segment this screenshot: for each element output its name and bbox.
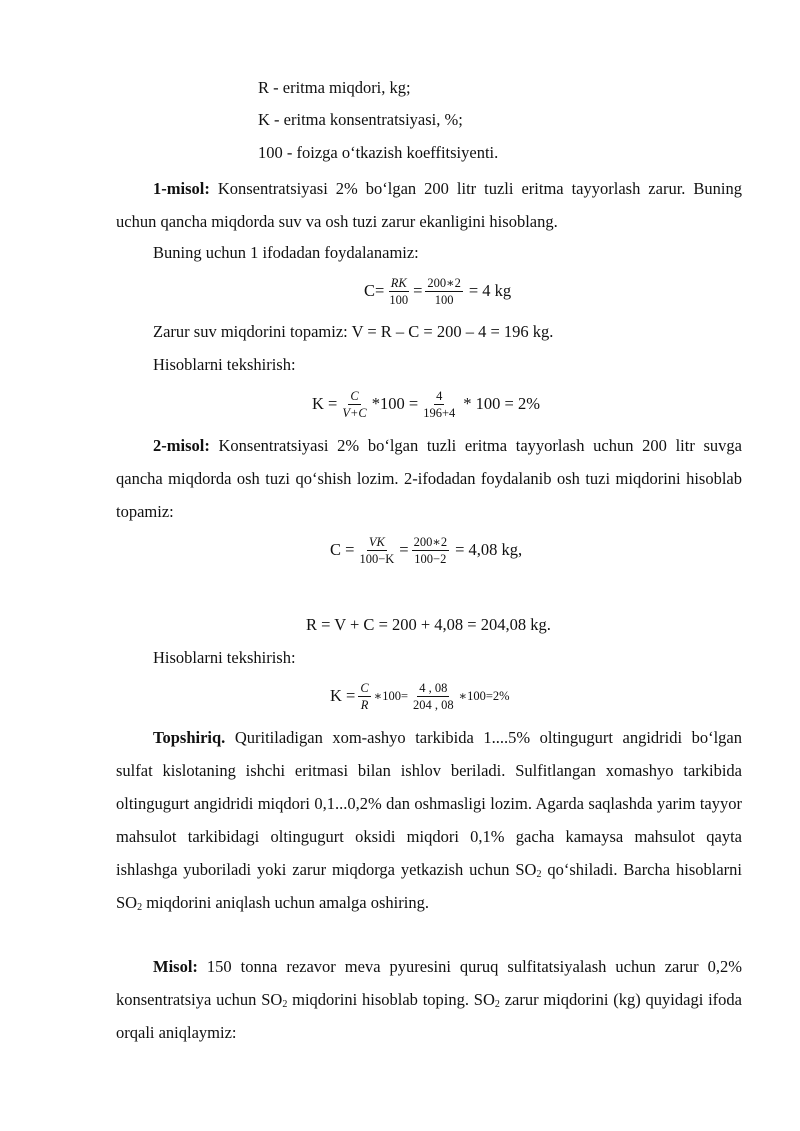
misol1-label: 1-misol: bbox=[153, 179, 210, 198]
topshiriq-paragraph: Topshiriq. Quritiladigan xom-ashyo tarkibida 1....5% oltingugurt angidridi bo‘lgan sulfat kislotaning ishchi eritmasi bilan ishlov beriladi. Sulfitlangan xomashyo tarkibida oltingugurt angidridi miqdori 0,1...0,2% dan oshmasligi lozim. Agarda saqlashda yarim tayyor mahsulot tarkibidagi oltingugurt oksidi miqdori 0,1% gacha kamaysa mahsulot qayta ishlashga yuboriladi yoki zarur miqdorga yetkazish uchun $SO_2$ qo‘shiladi. Barcha hisoblarni $SO_2$ miqdorini aniqlash uchun amalga oshiring. bbox=[116, 728, 742, 913]
misol2-equation-r: R = V + C = 200 + 4,08 = 204,08 kg. bbox=[306, 615, 551, 634]
misol3-label: Misol: bbox=[153, 957, 198, 976]
fraction: $\frac{4 , 08}{204 , 08}$ bbox=[413, 680, 454, 712]
misol2-equation-k: K = $\frac{C}{R}$ ∗100= $\frac{4 , 08}{204 , 08}$ ∗100=2% bbox=[330, 680, 510, 712]
misol1-equation-k: K = $\frac{C}{V+C}$ *100 = $\frac{4}{196+4}$ * 100 = 2% bbox=[312, 388, 540, 420]
misol3-paragraph: Misol: 150 tonna rezavor meva pyuresini quruq sulfitatsiyalash uchun zarur 0,2% konsentratsiya uchun $SO_2$ miqdorini hisoblab toping. $SO_2$ zarur miqdorini (kg) quyidagi ifoda orqali aniqlaymiz: bbox=[116, 957, 742, 1042]
topshiriq-label: Topshiriq. bbox=[153, 728, 226, 747]
fraction: $\frac{200∗2}{100-2}$ bbox=[413, 534, 448, 566]
fraction: $\frac{RK}{100}$ bbox=[389, 275, 409, 307]
misol2-label: 2-misol: bbox=[153, 436, 210, 455]
misol1-equation-c: C= $\frac{RK}{100}$ = $\frac{200∗2}{100}$ = 4 kg bbox=[364, 275, 512, 307]
fraction: $\frac{VK}{100-K}$ bbox=[359, 534, 395, 566]
definition-k: K - eritma konsentratsiyasi, %; bbox=[258, 110, 463, 129]
misol1-intro: Buning uchun 1 ifodadan foydalanamiz: bbox=[153, 243, 419, 262]
definition-r: R - eritma miqdori, kg; bbox=[258, 78, 411, 97]
misol2-paragraph bbox=[116, 429, 742, 528]
misol2-text: Konsentratsiyasi 2% bo‘lgan tuzli eritma tayyorlash uchun 200 litr suvga qancha miqdorda osh tuzi qo‘shish lozim. 2-ifodadan foydalanib osh tuzi miqdorini hisoblab topamiz: bbox=[116, 436, 742, 521]
misol1-check: Hisoblarni tekshirish: bbox=[153, 355, 296, 374]
misol2-equation-c: C = $\frac{VK}{100-K}$ = $\frac{200∗2}{100-2}$ = 4,08 kg, bbox=[330, 534, 523, 566]
misol1-text: Konsentratsiyasi 2% bo‘lgan 200 litr tuzli eritma tayyorlash zarur. Buning uchun qancha miqdorda suv va osh tuzi zarur ekanligini hisoblang. bbox=[116, 179, 742, 231]
fraction: $\frac{C}{V+C}$ bbox=[342, 388, 367, 420]
definition-100: 100 - foizga o‘tkazish koeffitsiyenti. bbox=[258, 143, 499, 162]
misol1-water: Zarur suv miqdorini topamiz: V = R – C = 200 – 4 = 196 kg. bbox=[153, 322, 554, 341]
fraction: $\frac{4}{196+4}$ bbox=[423, 388, 456, 420]
misol2-check: Hisoblarni tekshirish: bbox=[153, 648, 296, 667]
misol1-paragraph bbox=[116, 172, 742, 238]
fraction: $\frac{200∗2}{100}$ bbox=[427, 275, 461, 307]
fraction: $\frac{C}{R}$ bbox=[360, 680, 369, 712]
